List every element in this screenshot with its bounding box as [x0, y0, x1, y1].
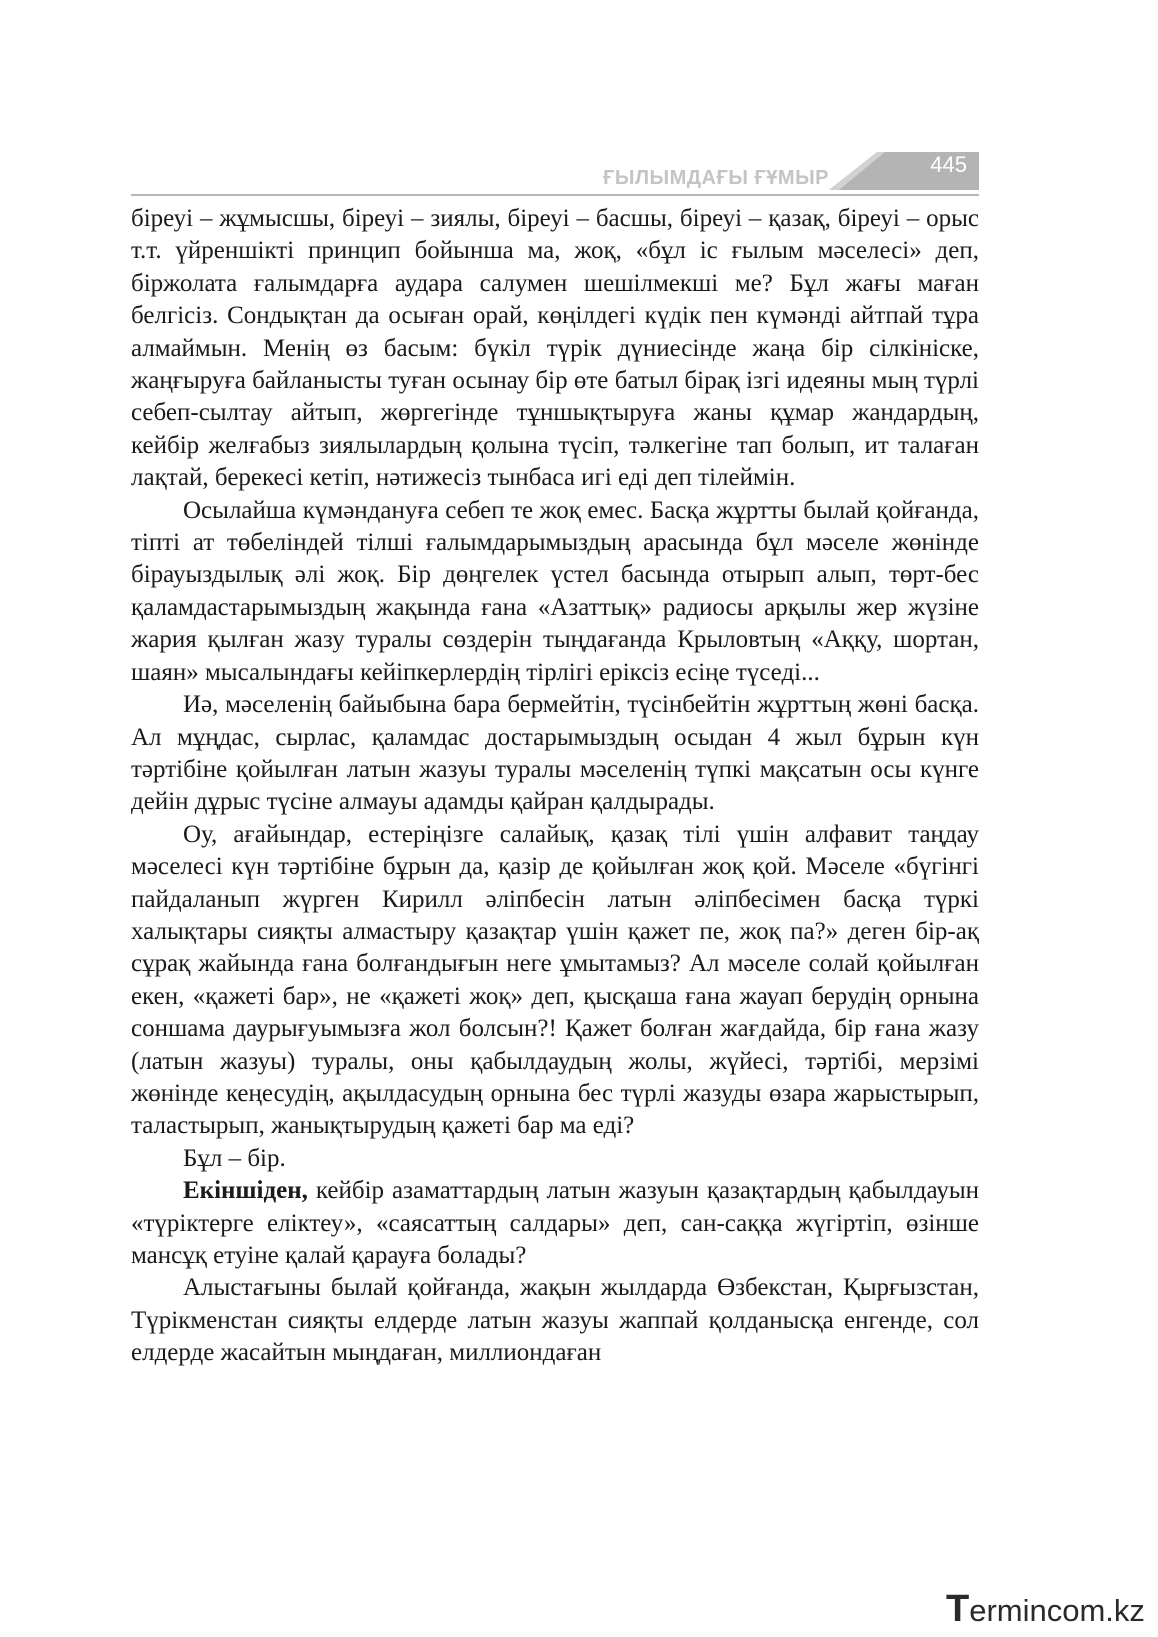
paragraph-4: Оу, ағайындар, естеріңізге салайық, қазақ тілі үшін алфавит таңдау мәселесі күн тәртібіне бұрын да, қазір де қойылған жоқ қой. Мәселе «бүгінгі пайдаланып жүрген Кирилл әліпбесін латын әліпбесімен басқа түркі халықтары сияқты алмастыру қазақтар үшін қажет пе, жоқ па?» деген бір-ақ сұрақ жайында ғана болғандығын неге ұмытамыз? Ал мәселе солай қойылған екен, «қажеті бар», не «қажеті жоқ» деп, қысқаша ғана жауап берудің орнына соншама даурығуымызға жол болсын?! Қажет болған жағдайда, бір ғана жазу (латын жазуы) туралы, оны қабылдаудың жолы, жүйесі, тәртібі, мерзімі жөнінде кеңесудің, ақылдасудың орнына бес түрлі жазуды өзара жарыстырып, таластырып, жанықтырудың қажеті бар ма еді?	[131, 820, 979, 1140]
paragraph-6-lead: Екіншіден,	[183, 1177, 308, 1205]
paragraph-2: Осылайша күмәндануға себеп те жоқ емес. Басқа жұртты былай қойғанда, тіпті ат төбеліндей тілші ғалымдарымыздың арасында бұл мәселе жөнінде бірауыздылық әлі жоқ. Бір дөңгелек үстел басында отырып алып, төрт-бес қаламдастарымыздың жақында ғана «Азаттық» радиосы арқылы жер жүзіне жария қылған жазу туралы сөздерін тыңдағанда Крыловтың «Аққу, шортан, шаян» мысалындағы кейіпкерлердің тірлігі еріксіз есіңе түседі...	[131, 496, 979, 686]
paragraph-5: Бұл – бір.	[183, 1144, 286, 1172]
header-rule	[131, 194, 979, 196]
page-number: 445	[930, 152, 967, 177]
watermark-initial: T	[946, 1588, 970, 1630]
paragraph-1: біреуі – жұмысшы, біреуі – зиялы, біреуі – басшы, біреуі – қазақ, біреуі – орыс т.т. үйреншікті принцип бойынша ма, жоқ, «бұл іс ғылым мәселесі» деп, біржолата ғалымдарға аудара салумен шешілмекші ме? Бұл жағы маған белгісіз. Сондықтан да осыған орай, көңілдегі күдік пен күмәнді айтпай тұра алмаймын. Менің өз басым: бүкіл түрік дүниесінде жаңа бір сілкініске, жаңғыруға байланысты туған осынау бір өте батыл бірақ ізгі идеяны мың түрлі себеп-сылтау айтып, жөргегінде тұншықтыруға жаны құмар жандардың, кейбір желғабыз зиялылардың қолына түсіп, тәлкегіне тап болып, ит талаған лақтай, берекесі кетіп, нәтижесіз тынбаса игі еді деп тілеймін.	[131, 205, 979, 492]
running-title: ҒЫЛЫМДАҒЫ ҒҰМЫР	[603, 167, 829, 189]
paragraph-6-text: кейбір азаматтардың латын жазуын қазақтардың қабылдауын «түріктерге еліктеу», «саясаттың салдары» деп, сан-саққа жүгіртіп, өзінше мансұқ етуіне қалай қарауға болады?	[131, 1177, 979, 1269]
watermark-text: ermincom.kz	[969, 1593, 1145, 1628]
paragraph-7: Алыстағыны былай қойғанда, жақын жылдарда Өзбекстан, Қырғызстан, Түрікменстан сияқты елдерде латын жазуы жаппай қолданысқа енгенде, сол елдерде жасайтын мыңдаған, миллиондаған	[131, 1274, 979, 1367]
paragraph-3: Иә, мәселенің байыбына бара бермейтін, түсінбейтін жұрттың жөні басқа. Ал мұңдас, сырлас, қаламдас достарымыздың осыдан 4 жыл бұрын күн тәртібіне қойылған латын жазуы туралы мәселенің түпкі мақсатын осы күнге дейін дұрыс түсіне алмауы адамды қайран қалдырады.	[131, 691, 979, 816]
body-text	[131, 203, 979, 1370]
paragraph-6	[131, 1175, 979, 1272]
running-header	[131, 150, 979, 196]
termincom-watermark	[946, 1588, 1150, 1632]
